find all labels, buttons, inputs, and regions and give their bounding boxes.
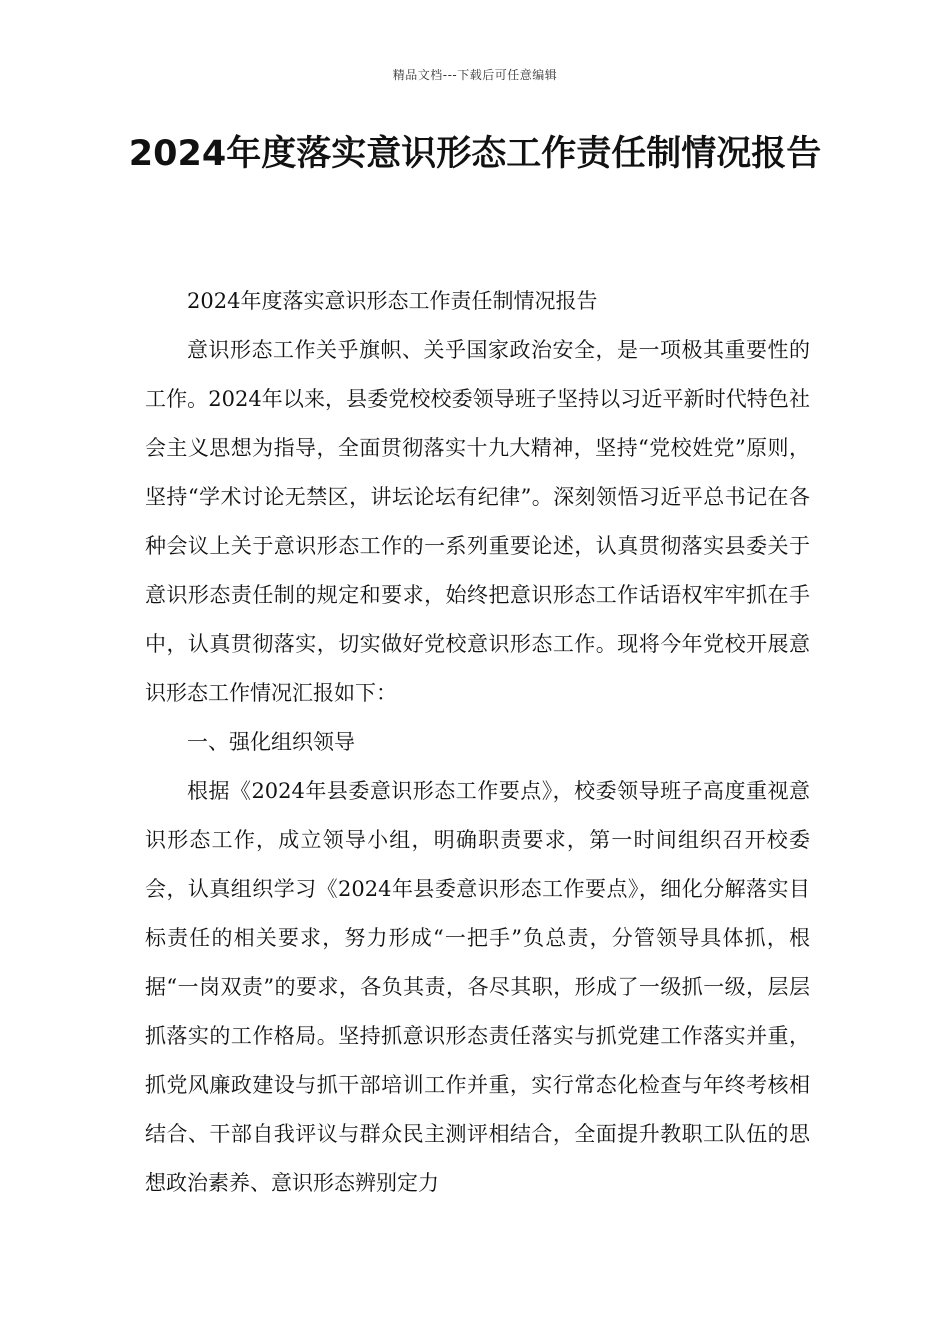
paragraph-intro: 意识形态工作关乎旗帜、关乎国家政治安全，是一项极其重要性的工作。2024年以来，县委党校校委领导班子坚持以习近平新时代特色社会主义思想为指导，全面贯彻落实十九大精神，坚持“党校姓党”原则，坚持“学术讨论无禁区，讲坛论坛有纪律”。深刻领悟习近平总书记在各种会议上关于意识形态工作的一系列重要论述，认真贯彻落实县委关于意识形态责任制的规定和要求，始终把意识形态工作话语权牢牢抓在手中，认真贯彻落实，切实做好党校意识形态工作。现将今年党校开展意识形态工作情况汇报如下： — [145, 338, 810, 705]
page-header-note: 精品文档---下载后可任意编辑 — [392, 68, 558, 82]
paragraph-subtitle: 2024年度落实意识形态工作责任制情况报告 — [187, 289, 598, 313]
document-title: 2024年度落实意识形态工作责任制情况报告 — [128, 134, 822, 174]
document-body — [145, 277, 810, 1208]
section-heading-1: 一、强化组织领导 — [187, 730, 355, 754]
paragraph-section-1: 根据《2024年县委意识形态工作要点》，校委领导班子高度重视意识形态工作，成立领导小组，明确职责要求，第一时间组织召开校委会，认真组织学习《2024年县委意识形态工作要点》，细化分解落实目标责任的相关要求，努力形成“一把手”负总责，分管领导具体抓，根据“一岗双责”的要求，各负其责，各尽其职，形成了一级抓一级，层层抓落实的工作格局。坚持抓意识形态责任落实与抓党建工作落实并重，抓党风廉政建设与抓干部培训工作并重，实行常态化检查与年终考核相结合、干部自我评议与群众民主测评相结合，全面提升教职工队伍的思想政治素养、意识形态辨别定力 — [145, 779, 810, 1195]
